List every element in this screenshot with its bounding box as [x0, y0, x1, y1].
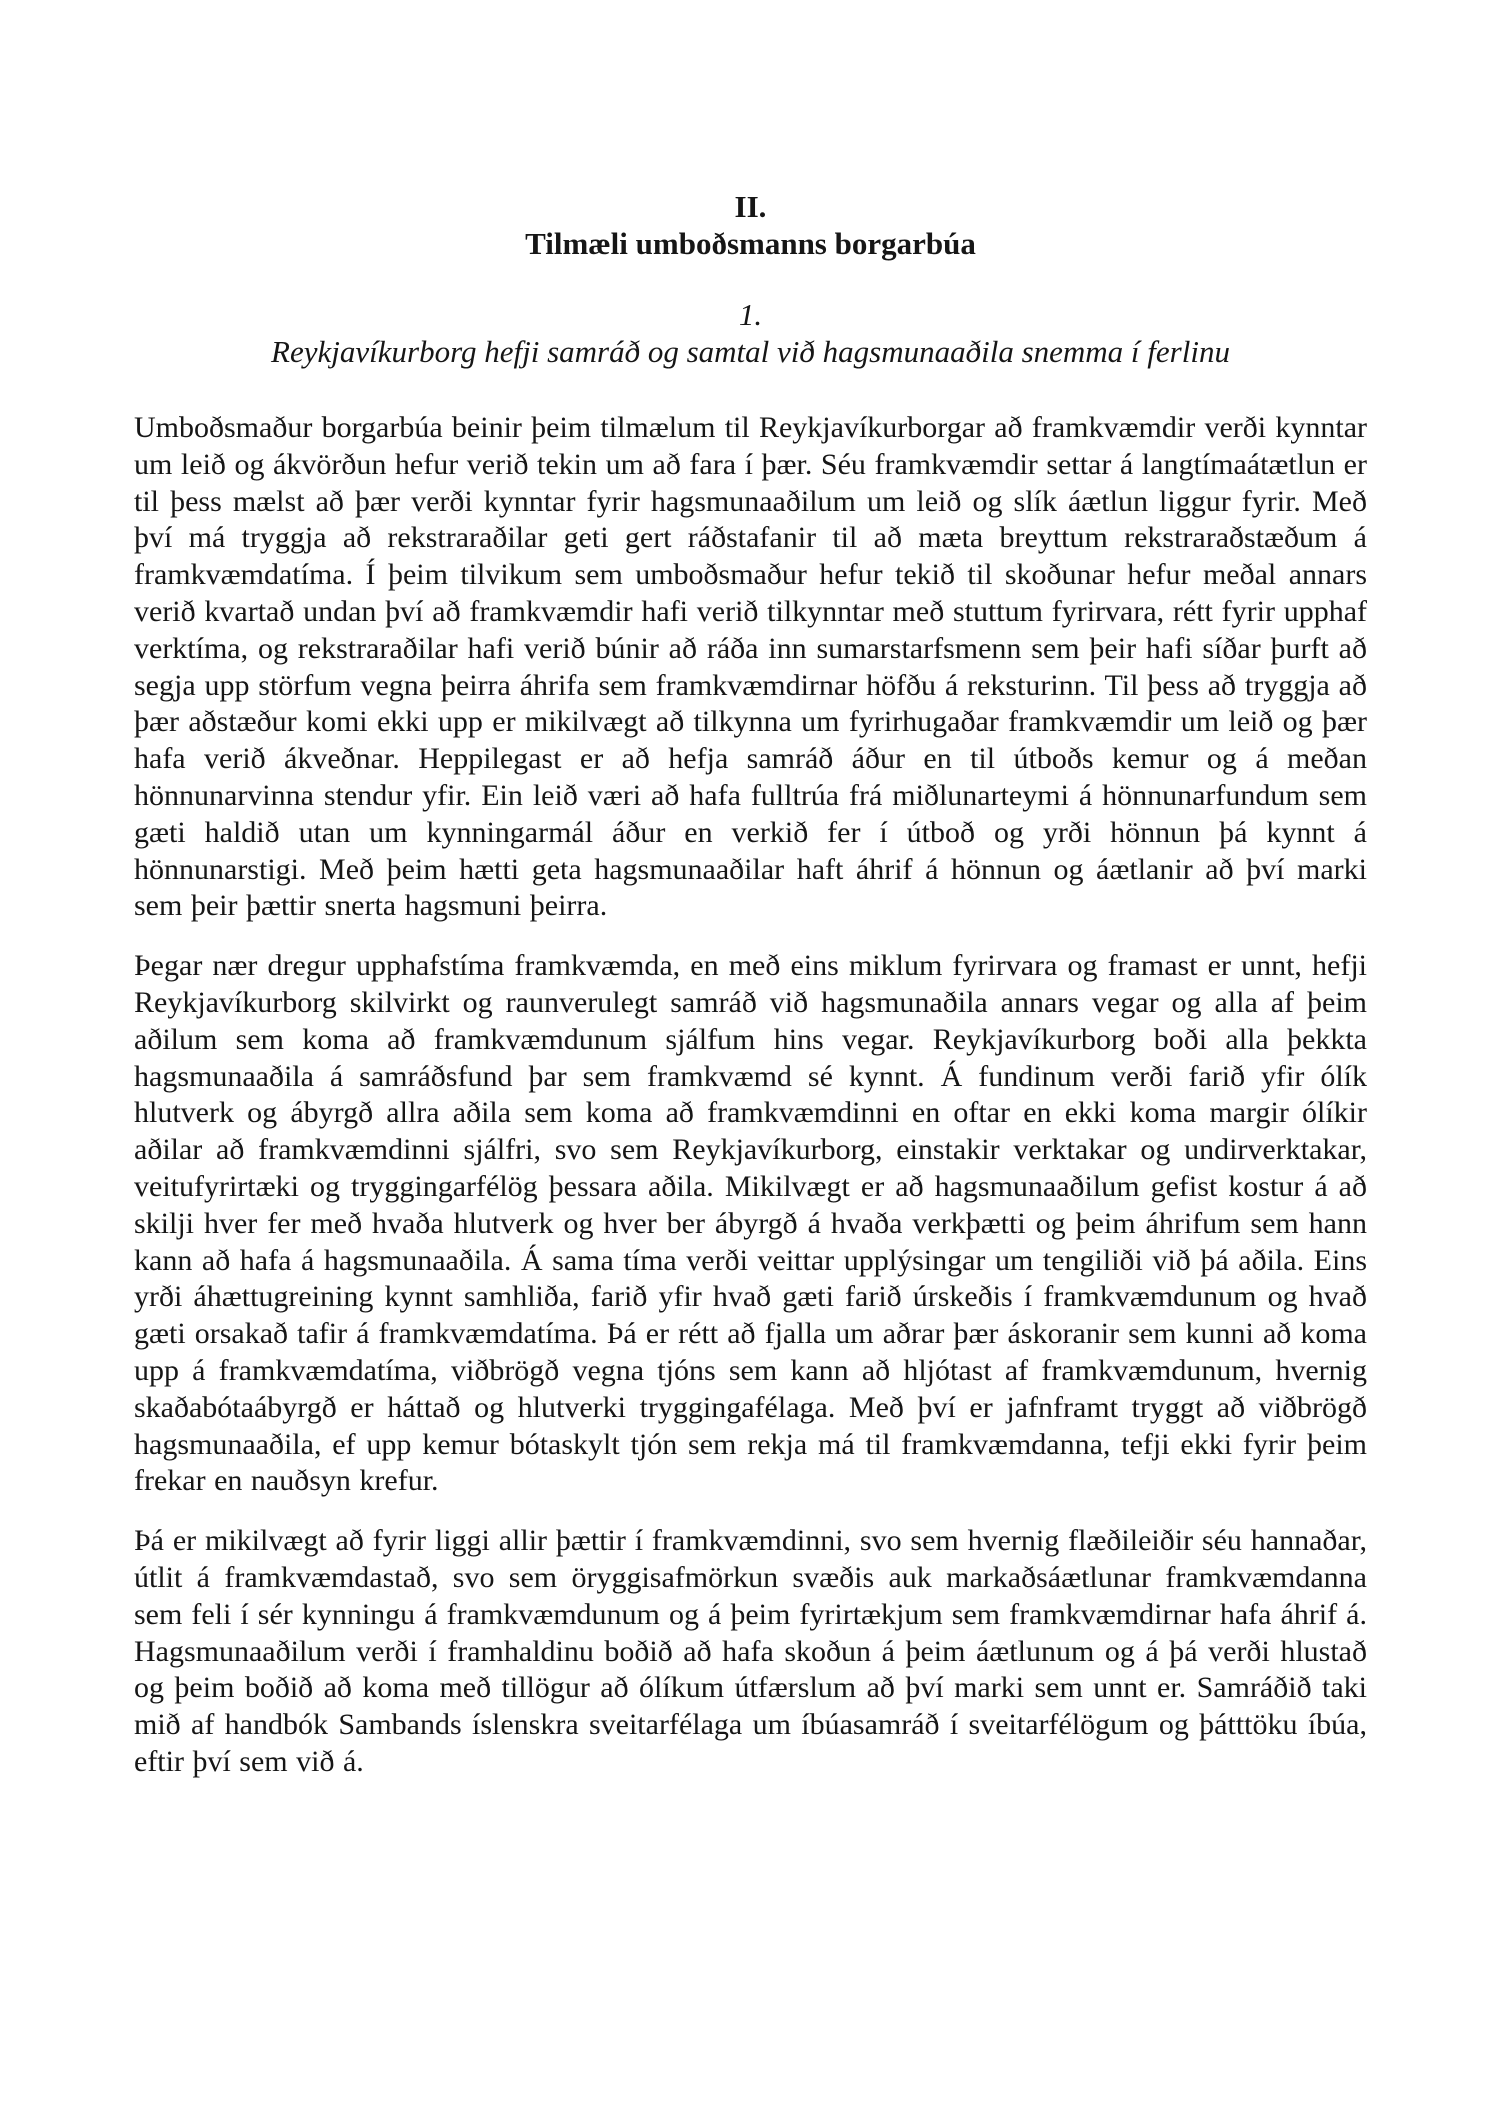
- body-paragraph-3: Þá er mikilvægt að fyrir liggi allir þættir í framkvæmdinni, svo sem hvernig flæðileiðir séu hannaðar, útlit á framkvæmdastað, svo sem öryggisafmörkun svæðis auk markaðsáætlunar framkvæmdanna sem feli í sér kynningu á framkvæmdunum og á þeim fyrirtækjum sem framkvæmdirnar hafa áhrif á. Hagsmunaaðilum verði í framhaldinu boðið að hafa skoðun á þeim áætlunum og á þá verði hlustað og þeim boðið að koma með tillögur að ólíkum útfærslum að því marki sem unnt er. Samráðið taki mið af handbók Sambands íslenskra sveitarfélaga um íbúasamráð í sveitarfélögum og þátttöku íbúa, eftir því sem við á.: [134, 1524, 1367, 1778]
- text-block: [134, 188, 1367, 1804]
- section-number: II.: [734, 189, 767, 224]
- body-paragraph-1: Umboðsmaður borgarbúa beinir þeim tilmælum til Reykjavíkurborgar að framkvæmdir verði kynntar um leið og ákvörðun hefur verið tekin um að fara í þær. Séu framkvæmdir settar á langtímaátætlun er til þess mælst að þær verði kynntar fyrir hagsmunaaðilum um leið og slík áætlun liggur fyrir. Með því má tryggja að rekstraraðilar geti gert ráðstafanir til að mæta breyttum rekstraraðstæðum á framkvæmdatíma. Í þeim tilvikum sem umboðsmaður hefur tekið til skoðunar hefur meðal annars verið kvartað undan því að framkvæmdir hafi verið tilkynntar með stuttum fyrirvara, rétt fyrir upphaf verktíma, og rekstraraðilar hafi verið búnir að ráða inn sumarstarfsmenn sem þeir hafi síðar þurft að segja upp störfum vegna þeirra áhrifa sem framkvæmdirnar höfðu á reksturinn. Til þess að tryggja að þær aðstæður komi ekki upp er mikilvægt að tilkynna um fyrirhugaðar framkvæmdir um leið og þær hafa verið ákveðnar. Heppilegast er að hefja samráð áður en til útboðs kemur og á meðan hönnunarvinna stendur yfir. Ein leið væri að hafa fulltrúa frá miðlunarteymi á hönnunarfundum sem gæti haldið utan um kynningarmál áður en verkið fer í útboð og yrði hönnun þá kynnt á hönnunarstigi. Með þeim hætti geta hagsmunaaðilar haft áhrif á hönnun og áætlanir að því marki sem þeir þættir snerta hagsmuni þeirra.: [134, 411, 1367, 923]
- recommendation-heading: [134, 296, 1367, 370]
- recommendation-number: 1.: [738, 297, 763, 332]
- section-title: Tilmæli umboðsmanns borgarbúa: [525, 226, 976, 261]
- section-heading: [134, 188, 1367, 262]
- body-paragraph-2: Þegar nær dregur upphafstíma framkvæmda, en með eins miklum fyrirvara og framast er unnt, hefji Reykjavíkurborg skilvirkt og raunverulegt samráð við hagsmunaðila annars vegar og alla af þeim aðilum sem koma að framkvæmdunum sjálfum hins vegar. Reykjavíkurborg boði alla þekkta hagsmunaaðila á samráðsfund þar sem framkvæmd sé kynnt. Á fundinum verði farið yfir ólík hlutverk og ábyrgð allra aðila sem koma að framkvæmdinni en oftar en ekki koma margir ólíkir aðilar að framkvæmdinni sjálfri, svo sem Reykjavíkurborg, einstakir verktakar og undirverktakar, veitufyrirtæki og tryggingarfélög þessara aðila. Mikilvægt er að hagsmunaaðilum gefist kostur á að skilji hver fer með hvaða hlutverk og hver ber ábyrgð á hvaða verkþætti og þeim áhrifum sem hann kann að hafa á hagsmunaaðila. Á sama tíma verði veittar upplýsingar um tengiliði við þá aðila. Eins yrði áhættugreining kynnt samhliða, farið yfir hvað gæti farið úrskeðis í framkvæmdunum og hvað gæti orsakað tafir á framkvæmdatíma. Þá er rétt að fjalla um aðrar þær áskoranir sem kunni að koma upp á framkvæmdatíma, viðbrögð vegna tjóns sem kann að hljótast af framkvæmdunum, hvernig skaðabótaábyrgð er háttað og hlutverki tryggingafélaga. Með því er jafnframt tryggt að viðbrögð hagsmunaaðila, ef upp kemur bótaskylt tjón sem rekja má til framkvæmdanna, tefji ekki fyrir þeim frekar en nauðsyn krefur.: [134, 949, 1367, 1498]
- recommendation-subtitle: Reykjavíkurborg hefji samráð og samtal við hagsmunaaðila snemma í ferlinu: [271, 334, 1230, 369]
